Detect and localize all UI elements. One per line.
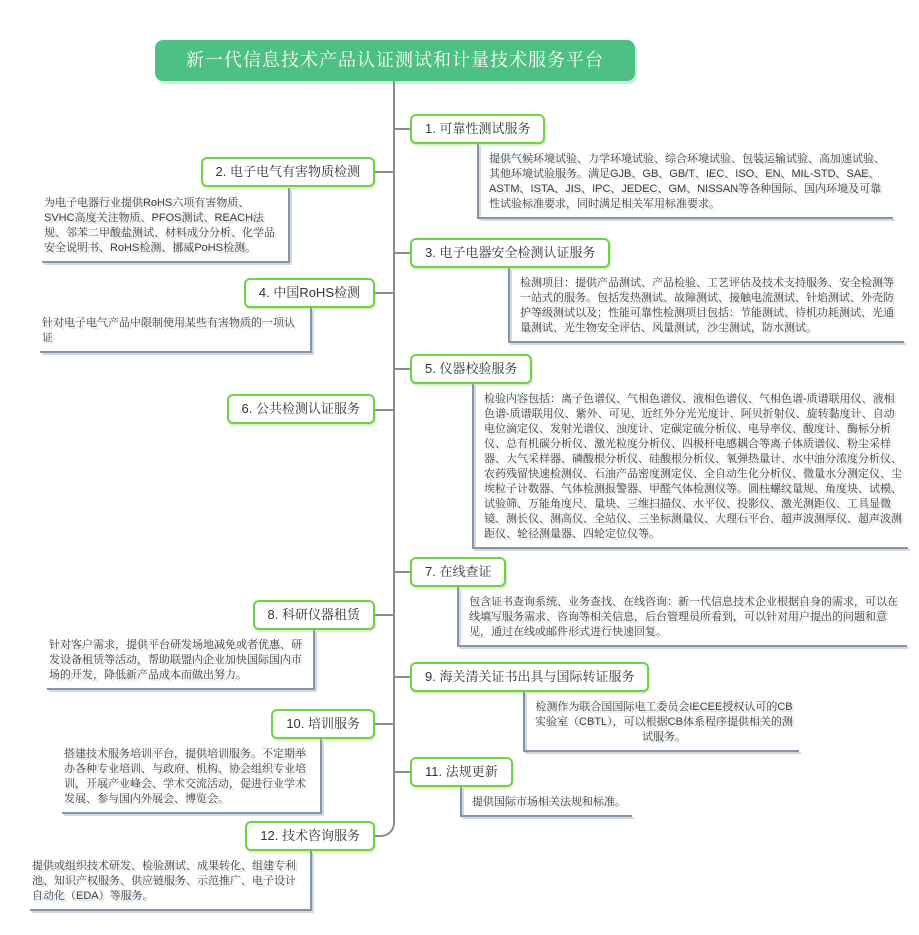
branch-node-8[interactable]: 8. 科研仪器租赁 bbox=[253, 600, 375, 630]
spine-elbow-line bbox=[375, 821, 395, 837]
branch-description-7[interactable]: 包含证书查询系统、业务查找、在线咨询：新一代信息技术企业根据自身的需求，可以在线填写服务需求、咨询等相关信息，后台管理员所看到，可以针对用户提出的问题和意见，通过在线或邮件形式进行快速回复。 bbox=[457, 587, 907, 647]
connector-line bbox=[395, 571, 410, 573]
connector-line bbox=[375, 171, 393, 173]
branch-description-5[interactable]: 检验内容包括：离子色谱仪、气相色谱仪、液相色谱仪、气相色谱-质谱联用仪、液相色谱-质谱联用仪、紫外、可见、近红外分光光度计、阿贝折射仪、旋转黏度计、自动电位滴定仪、发射光谱仪、浊度计、定碳定硫分析仪、电导率仪、酸度计、酶标分析仪、总有机碳分析仪、激光粒度分析仪、四极杆电感耦合等离子体质谱仪、粉尘采样器、大气采样器、磷酸根分析仪、硅酸根分析仪、氧弹热量计、水中油分浓度分析仪、农药残留快速检测仪、石油产品密度测定仪、全自动生化分析仪、微量水分测定仪、尘埃粒子计数器、气体检测报警器、甲醛气体检测仪等。圆柱螺纹量规、角度块、试模、试验筛、万能角度尺、量块、三维扫描仪、水平仪、投影仪、激光测距仪、工具显微镜、测长仪、测高仪、全站仪、三坐标测量仪、大理石平台、超声波测厚仪、超声波测距仪、轮径测量器、四轮定位仪等。 bbox=[472, 384, 908, 549]
connector-line bbox=[375, 292, 393, 294]
branch-node-5[interactable]: 5. 仪器校验服务 bbox=[410, 354, 532, 384]
connector-line bbox=[395, 771, 410, 773]
branch-node-3[interactable]: 3. 电子电器安全检测认证服务 bbox=[410, 238, 610, 268]
branch-node-9[interactable]: 9. 海关清关证书出具与国际转证服务 bbox=[410, 662, 649, 692]
branch-node-7[interactable]: 7. 在线查证 bbox=[410, 557, 506, 587]
branch-node-10[interactable]: 10. 培训服务 bbox=[271, 709, 375, 739]
branch-node-12[interactable]: 12. 技术咨询服务 bbox=[245, 821, 375, 851]
branch-description-3[interactable]: 检测项目：提供产品测试、产品检验、工艺评估及技术支持服务、安全检测等一站式的服务。包括发热测试、故障测试、接触电流测试、针焰测试、外壳防护等级测试以及；性能可靠性检测项目包括：节能测试、待机功耗测试、光通量测试、光生物安全评估、风量测试，沙尘测试，防水测试。 bbox=[508, 268, 904, 343]
connector-line bbox=[375, 723, 393, 725]
branch-description-10[interactable]: 搭建技术服务培训平台，提供培训服务。不定期举办各种专业培训、与政府、机构、协会组织专业培训，开展产业峰会、学术交流活动，促进行业学术发展、参与国内外展会、博览会。 bbox=[62, 739, 322, 814]
branch-description-8[interactable]: 针对客户需求，提供平台研发场地减免或者优惠、研发设备租赁等活动，帮助联盟内企业加快国际国内市场的开发，降低新产品成本而做出努力。 bbox=[47, 630, 315, 690]
central-topic[interactable]: 新一代信息技术产品认证测试和计量技术服务平台 bbox=[155, 40, 635, 81]
connector-line bbox=[395, 676, 410, 678]
connector-line bbox=[395, 128, 410, 130]
branch-node-2[interactable]: 2. 电子电气有害物质检测 bbox=[201, 157, 375, 187]
branch-node-6[interactable]: 6. 公共检测认证服务 bbox=[227, 394, 375, 424]
branch-description-4[interactable]: 针对电子电气产品中限制使用某些有害物质的一项认证 bbox=[40, 308, 312, 353]
connector-line bbox=[395, 368, 410, 370]
branch-node-4[interactable]: 4. 中国RoHS检测 bbox=[244, 278, 375, 308]
branch-node-11[interactable]: 11. 法规更新 bbox=[410, 757, 513, 787]
branch-description-11[interactable]: 提供国际市场相关法规和标准。 bbox=[460, 787, 632, 817]
connector-line bbox=[372, 409, 393, 411]
branch-description-12[interactable]: 提供或组织技术研发、检验测试、成果转化、组建专利池、知识产权服务、供应链服务、示范推广、电子设计自动化（EDA）等服务。 bbox=[30, 851, 312, 911]
branch-description-2[interactable]: 为电子电器行业提供RoHS六项有害物质、SVHC高度关注物质、PFOS测试、REACH法规、邻苯二甲酸盐测试、材料成分分析、化学品安全说明书、RoHS检测、挪威PoHS检测。 bbox=[42, 188, 290, 263]
connector-line bbox=[375, 614, 393, 616]
connector-line bbox=[395, 252, 410, 254]
branch-node-1[interactable]: 1. 可靠性测试服务 bbox=[410, 114, 545, 144]
branch-description-1[interactable]: 提供气候环境试验、力学环境试验、综合环境试验、包装运输试验、高加速试验、其他环境试验服务。满足GJB、GB、GB/T、IEC、ISO、EN、MIL-STD、SAE、ASTM、ISTA、JIS、IPC、JEDEC、GM、NISSAN等各种国际、国内环境及可靠性试验标准要求，同时满足相关军用标准要求。 bbox=[477, 144, 893, 219]
spine-line bbox=[393, 81, 395, 821]
branch-description-9[interactable]: 检测作为联合国国际电工委员会IECEE授权认可的CB实验室（CBTL），可以根据CB体系程序提供相关的测试服务。 bbox=[523, 692, 799, 752]
